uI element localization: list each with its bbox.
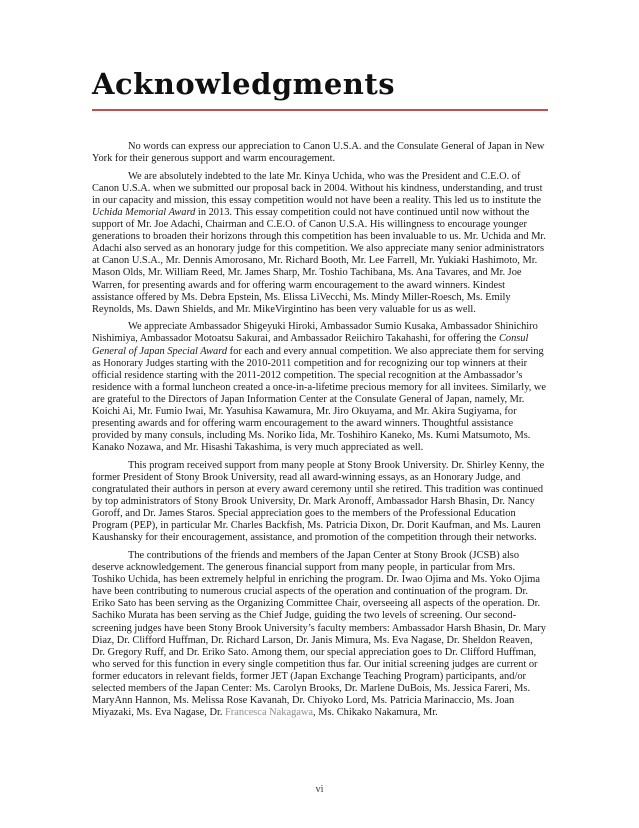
text-run: We appreciate Ambassador Shigeyuki Hiroki, Ambassador Sumio Kusaka, Ambassador Shinichiro Nishimiya, Ambassador Motoatsu Sakurai, and Ambassador Reiichiro Takahashi, for offering the [92, 321, 538, 345]
acknowledgments-body [92, 141, 548, 725]
paragraph [92, 550, 548, 719]
page-number: vi [315, 784, 324, 795]
page-title: Acknowledgments [92, 67, 396, 101]
text-run: The contributions of the friends and members of the Japan Center at Stony Brook (JCSB) also deserve acknowledgement. The generous financial support from many people, in particular from Mrs. Toshiko Uchida, has been extremely helpful in enriching the program. Dr. Iwao Ojima and Ms. Yoko Ojima have been contributing to numerous crucial aspects of the operation and continuation of the program. Dr. Eriko Sato has been serving as the Organizing Committee Chair, overseeing all aspects of the operation. Dr. Sachiko Murata has been serving as the Chief Judge, guiding the two levels of screening. Our second-screening judges have been Stony Brook University’s faculty members: Ambassador Harsh Bhasin, Dr. Mary Diaz, Dr. Clifford Huffman, Dr. Richard Larson, Dr. Janis Mimura, Ms. Eva Nagase, Dr. Sheldon Reaven, Dr. Gregory Ruff, and Dr. Eriko Sato. Among them, our special appreciation goes to Dr. Clifford Huffman, who served for this function in every single competition thus far. Our initial screening judges are current or former educators in relevant fields, former JET (Japan Exchange Teaching Program) participants, and/or selected members of the Japan Center: Ms. Carolyn Brooks, Dr. Marlene DuBois, Ms. Jessica Fareri, Ms. MaryAnn Hannon, Ms. Melissa Rose Kavanah, Dr. Chiyoko Lord, Ms. Patricia Marinaccio, Ms. Joan Miyazaki, Ms. Eva Nagase, Dr. [92, 550, 546, 719]
paragraph [92, 141, 548, 165]
text-run: No words can express our appreciation to Canon U.S.A. and the Consulate General of Japan in New York for their generous support and warm encouragement. [92, 141, 545, 165]
paragraph [92, 321, 548, 454]
text-run: This program received support from many people at Stony Brook University. Dr. Shirley Kenny, the former President of Stony Brook University, read all award-winning essays, as an Honorary Judge, and congratulated their authors in person at every award ceremony until she retired. This tradition was continued by top administrators of Stony Brook University, Dr. Mark Aronoff, Ambassador Harsh Bhasin, Dr. Nancy Goroff, and Dr. James Staros. Special appreciation goes to the members of the Professional Education Program (PEP), in particular Mr. Charles Backfish, Ms. Patricia Dixon, Dr. Dorit Kaufman, and Ms. Lauren Kaushansky for their encouragement, assistance, and promotion of the competition through their networks. [92, 459, 545, 544]
text-run: We are absolutely indebted to the late Mr. Kinya Uchida, who was the President and C.E.O. of Canon U.S.A. when we submitted our proposal back in 2004. Without his kindness, understanding, and trust in our capacity and mission, this essay competition would not have been a reality. This led us to institute the [92, 170, 543, 206]
text-run: in 2013. This essay competition could not have continued until now without the support of Mr. Joe Adachi, Chairman and C.E.O. of Canon U.S.A. His willingness to encourage younger generations to broaden their horizons through this competition has been invaluable to us. Mr. Uchida and Mr. Adachi also served as an honorary judge for this competition. We also appreciate many senior administrators at Canon U.S.A., Mr. Dennis Amorosano, Mr. Richard Booth, Mr. Lee Farrell, Mr. Yukiaki Hashimoto, Mr. Mason Olds, Mr. William Reed, Mr. James Sharp, Mr. Toshio Tachibana, Ms. Ana Tavares, and Mr. Joe Warren, for presenting awards and for offering warm encouragement to the award winners. Kindest assistance offered by Ms. Debra Epstein, Ms. Elissa LiVecchi, Ms. Mindy Miller-Roesch, Ms. Emily Reynolds, Ms. Dawn Shields, and Mr. MikeVirgintino has been very valuable for us as well. [92, 206, 546, 315]
award-name-italic: Consul General of Japan Special Award [92, 333, 529, 357]
paragraph [92, 460, 548, 545]
paragraph [92, 171, 548, 316]
text-run: , Ms. Chikako Nakamura, Mr. [313, 707, 438, 719]
text-run: for each and every annual competition. We also appreciate them for serving as Honorary Judges starting with the 2010-2011 competition and for recognizing our top winners at their official residence starting with the 2011-2012 competition. The special recognition at the Ambassador’s residence with a formal luncheon created a once-in-a-lifetime precious memory for all invitees. Similarly, we are grateful to the Directors of Japan Information Center at the Consulate General of Japan, namely, Mr. Koichi Ai, Mr. Fumio Iwai, Mr. Yasuhisa Kawamura, Mr. Jiro Okuyama, and Mr. Akira Sugiyama, for presenting awards and for offering warm encouragement to the award winners. Thoughtful assistance provided by many consuls, including Ms. Noriko Iida, Mr. Toshihiro Kaneko, Ms. Kumi Matsumoto, Ms. Kanako Nozawa, and Mr. Hisashi Takashima, is very much appreciated as well. [92, 345, 547, 454]
award-name-italic: Uchida Memorial Award [92, 206, 196, 218]
muted-text-run: Francesca Nakagawa [225, 707, 314, 719]
title-rule [92, 109, 548, 111]
